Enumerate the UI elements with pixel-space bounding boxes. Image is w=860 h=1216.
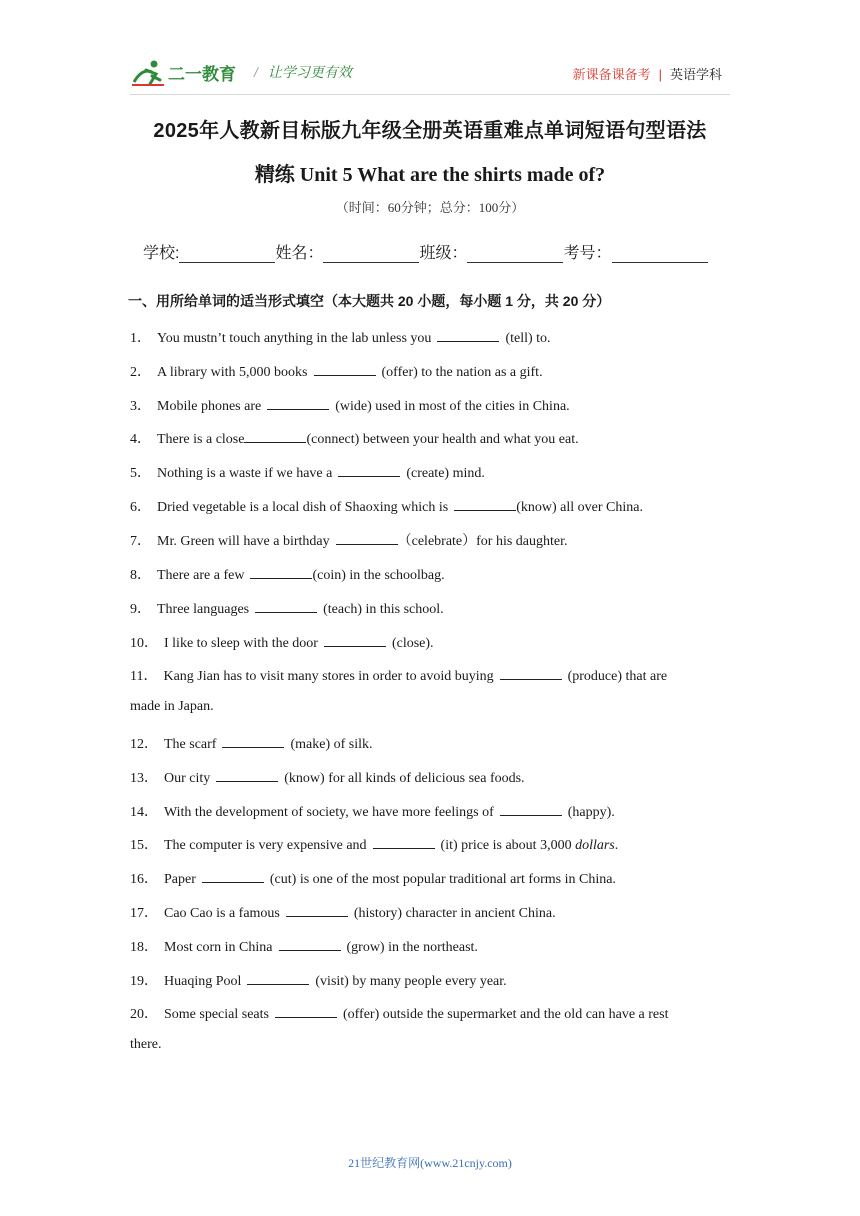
tag-right: 英语学科 — [669, 67, 722, 82]
question-item: 5． Nothing is a waste if we have a (create) mind. — [130, 466, 485, 481]
question-item: 1． You mustn’t touch anything in the lab unless you (tell) to. — [130, 331, 551, 346]
section-heading: 一、用所给单词的适当形式填空（本大题共 20 小题，每小题 1 分，共 20 分） — [128, 293, 611, 309]
class-label: 班级： — [419, 245, 468, 262]
question-item: 12． The scarf (make) of silk. — [130, 737, 373, 752]
logo-text: 二一教育 — [168, 65, 236, 85]
doc-title-line2: 精练 Unit 5 What are the shirts made of? — [254, 164, 606, 186]
answer-blank[interactable] — [336, 532, 398, 545]
answer-blank[interactable] — [250, 566, 312, 579]
question-item: 7． Mr. Green will have a birthday （celebrate）for his daughter. — [130, 534, 568, 549]
answer-blank[interactable] — [500, 803, 562, 816]
header-divider — [130, 94, 730, 95]
question-item: 11． Kang Jian has to visit many stores in order to avoid buying (produce) that are — [130, 669, 668, 684]
school-label: 学校: — [143, 245, 180, 262]
name-blank[interactable] — [323, 247, 419, 263]
question-item: 6． Dried vegetable is a local dish of Shaoxing which is (know) all over China. — [130, 500, 643, 515]
question-continuation: there. — [130, 1037, 162, 1052]
doc-title-line1: 2025年人教新目标版九年级全册英语重难点单词短语句型语法 — [153, 120, 707, 142]
answer-blank[interactable] — [324, 634, 386, 647]
question-item: 15． The computer is very expensive and (it) price is about 3,000 dollars. — [130, 838, 619, 853]
question-item: 16． Paper (cut) is one of the most popular traditional art forms in China. — [130, 872, 616, 887]
answer-blank[interactable] — [222, 735, 284, 748]
student-info-line — [143, 240, 708, 263]
school-blank[interactable] — [179, 247, 275, 263]
answer-blank[interactable] — [255, 600, 317, 613]
answer-blank[interactable] — [279, 938, 341, 951]
answer-blank[interactable] — [338, 464, 400, 477]
question-item: 17． Cao Cao is a famous (history) character in ancient China. — [130, 906, 556, 921]
question-item: 4． There is a close (connect) between your health and what you eat. — [130, 432, 579, 447]
exam-no-blank[interactable] — [612, 247, 708, 263]
question-continuation: made in Japan. — [130, 699, 214, 714]
question-item: 2． A library with 5,000 books (offer) to the nation as a gift. — [130, 365, 543, 380]
question-item: 18． Most corn in China (grow) in the northeast. — [130, 940, 478, 955]
answer-blank[interactable] — [275, 1005, 337, 1018]
page-footer: 21世纪教育网(www.21cnjy.com) — [348, 1156, 512, 1170]
class-blank[interactable] — [467, 247, 563, 263]
question-item: 9． Three languages (teach) in this school. — [130, 602, 444, 617]
question-item: 13． Our city (know) for all kinds of delicious sea foods. — [130, 771, 525, 786]
answer-blank[interactable] — [286, 904, 348, 917]
tag-left: 新课备课备考 — [572, 67, 651, 82]
name-label: 姓名： — [275, 245, 324, 262]
answer-blank[interactable] — [454, 498, 516, 511]
answer-blank[interactable] — [202, 870, 264, 883]
doc-subtitle: （时间：60分钟；总分：100分） — [335, 200, 525, 215]
question-item: 19． Huaqing Pool (visit) by many people every year. — [130, 974, 507, 989]
header-tag: 新课备课备考 | 英语学科 — [572, 67, 722, 82]
page-header — [130, 52, 730, 92]
logo-runner-icon — [130, 58, 248, 88]
slogan: / 让学习更有效 — [254, 64, 352, 80]
slogan-text: 让学习更有效 — [267, 64, 352, 80]
question-item: 8． There are a few (coin) in the schoolbag. — [130, 568, 445, 583]
question-item: 10． I like to sleep with the door (close). — [130, 636, 434, 651]
answer-blank[interactable] — [247, 972, 309, 985]
answer-blank[interactable] — [314, 363, 376, 376]
answer-blank[interactable] — [437, 329, 499, 342]
question-item: 14． With the development of society, we have more feelings of (happy). — [130, 805, 615, 820]
answer-blank[interactable] — [244, 430, 306, 443]
question-item: 20． Some special seats (offer) outside the supermarket and the old can have a rest — [130, 1007, 669, 1022]
answer-blank[interactable] — [267, 397, 329, 410]
exam-no-label: 考号： — [563, 245, 612, 262]
answer-blank[interactable] — [373, 836, 435, 849]
answer-blank[interactable] — [500, 667, 562, 680]
answer-blank[interactable] — [216, 769, 278, 782]
question-item: 3． Mobile phones are (wide) used in most of the cities in China. — [130, 399, 570, 414]
